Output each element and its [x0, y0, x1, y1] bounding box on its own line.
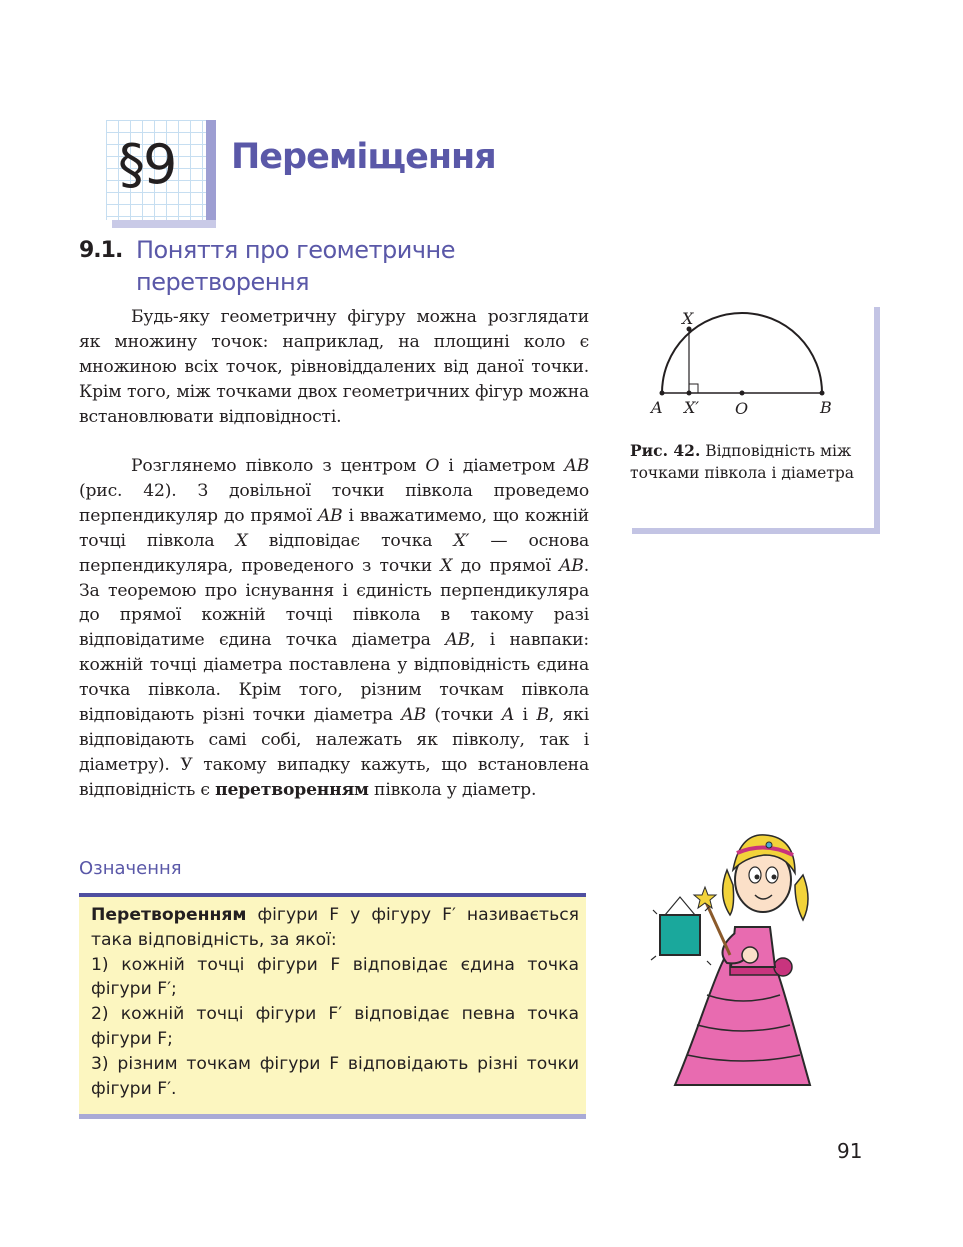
- text-run: , які відповідають самі собі, належать як півколу, так і діаметру). У такому випадку кажуть, що встановлена відповідність є: [79, 705, 590, 800]
- math-var: X: [235, 530, 248, 551]
- girl-with-wand-illustration: [635, 815, 815, 1105]
- label-o: O: [735, 399, 749, 418]
- text-run: і: [514, 705, 537, 726]
- math-var: AB: [445, 630, 470, 651]
- text-run: до прямої: [452, 555, 560, 576]
- section-badge-edge: [206, 120, 216, 228]
- label-x-prime: X′: [684, 398, 700, 417]
- text-run: — основа перпендикуляра, проведеного з точки: [79, 530, 590, 576]
- figure-frame-right: [874, 307, 880, 533]
- text-run: відповідає точка: [247, 530, 454, 551]
- point-b: [820, 391, 825, 396]
- chapter-title: Переміщення: [231, 137, 496, 177]
- text-run: (точки: [425, 705, 502, 726]
- section-badge-edge-bottom: [112, 220, 216, 228]
- definition-item: 2) кожній точці фігури F′ відповідає певна точка фігури F;: [91, 1004, 579, 1049]
- definition-intro-text: фігури F у фігуру F′ називається така відповідність, за якої:: [91, 905, 579, 950]
- paragraph-2: [79, 454, 589, 803]
- point-o: [740, 391, 745, 396]
- label-x: X: [682, 309, 694, 328]
- paragraph-1-text: Будь-яку геометричну фігуру можна розглядати як множину точок: наприклад, на площині коло є множиною всіх точок, рівновіддалених від даної точки. Крім того, між точками двох геометричних фігур можна встановлювати відповідності.: [79, 307, 589, 427]
- figure-caption-text: Відповідність між точками півкола і діаметра: [630, 442, 855, 482]
- definition-heading: Означення: [79, 858, 182, 879]
- text-run: і діаметром: [439, 456, 565, 476]
- text-run: півкола у діаметр.: [368, 779, 537, 800]
- subsection-number: 9.1.: [79, 238, 123, 263]
- text-run: і вважатимемо, що кожній точці півкола: [79, 505, 589, 551]
- definition-text: [91, 903, 579, 1101]
- bold-term: перетворенням: [215, 779, 369, 800]
- section-number: §9: [118, 133, 176, 196]
- figure-caption: [630, 440, 860, 484]
- math-var: AB: [317, 505, 343, 526]
- math-var: X: [440, 555, 453, 576]
- definition-term: Перетворенням: [91, 905, 247, 925]
- label-a: A: [651, 398, 663, 417]
- definition-box-bottom-rule: [79, 1114, 586, 1119]
- text-run: Розглянемо півколо з центром: [131, 456, 426, 476]
- text-run: . За теоремою про існування і єдиність перпендикуляра до прямої кожній точці півкола в такому разі відповідатиме єдина точка діаметра: [79, 555, 589, 651]
- math-var: A: [501, 705, 515, 726]
- text-run: , і навпаки: кожній точці діаметра поставлена у відповідність єдина точка півкола. Крім того, різним точкам півкола відповідають різні точки діаметра: [79, 630, 589, 726]
- page-number: 91: [837, 1139, 863, 1163]
- math-var: O: [425, 456, 440, 476]
- math-var: B: [536, 705, 549, 726]
- semicircle-diagram: [645, 303, 845, 423]
- math-var: AB: [564, 456, 590, 476]
- math-var: AB: [401, 705, 426, 726]
- math-var: X′: [453, 530, 470, 551]
- subsection-title: Поняття про геометричне перетворення: [136, 236, 456, 296]
- paragraph-1: [79, 305, 589, 430]
- point-x-prime: [687, 391, 692, 396]
- figure-frame-bottom: [632, 528, 880, 534]
- math-var: AB: [559, 555, 584, 576]
- text-run: (рис. 42). З довільної точки півкола проведемо перпендикуляр до прямої: [79, 480, 589, 526]
- definition-item: 1) кожній точці фігури F відповідає єдина точка фігури F′;: [91, 954, 579, 1000]
- point-a: [660, 391, 665, 396]
- figure-caption-label: Рис. 42.: [630, 441, 701, 460]
- definition-item: 3) різним точкам фігури F відповідають різні точки фігури F′.: [91, 1053, 579, 1099]
- definition-intro: [91, 903, 579, 953]
- label-b: B: [820, 398, 832, 417]
